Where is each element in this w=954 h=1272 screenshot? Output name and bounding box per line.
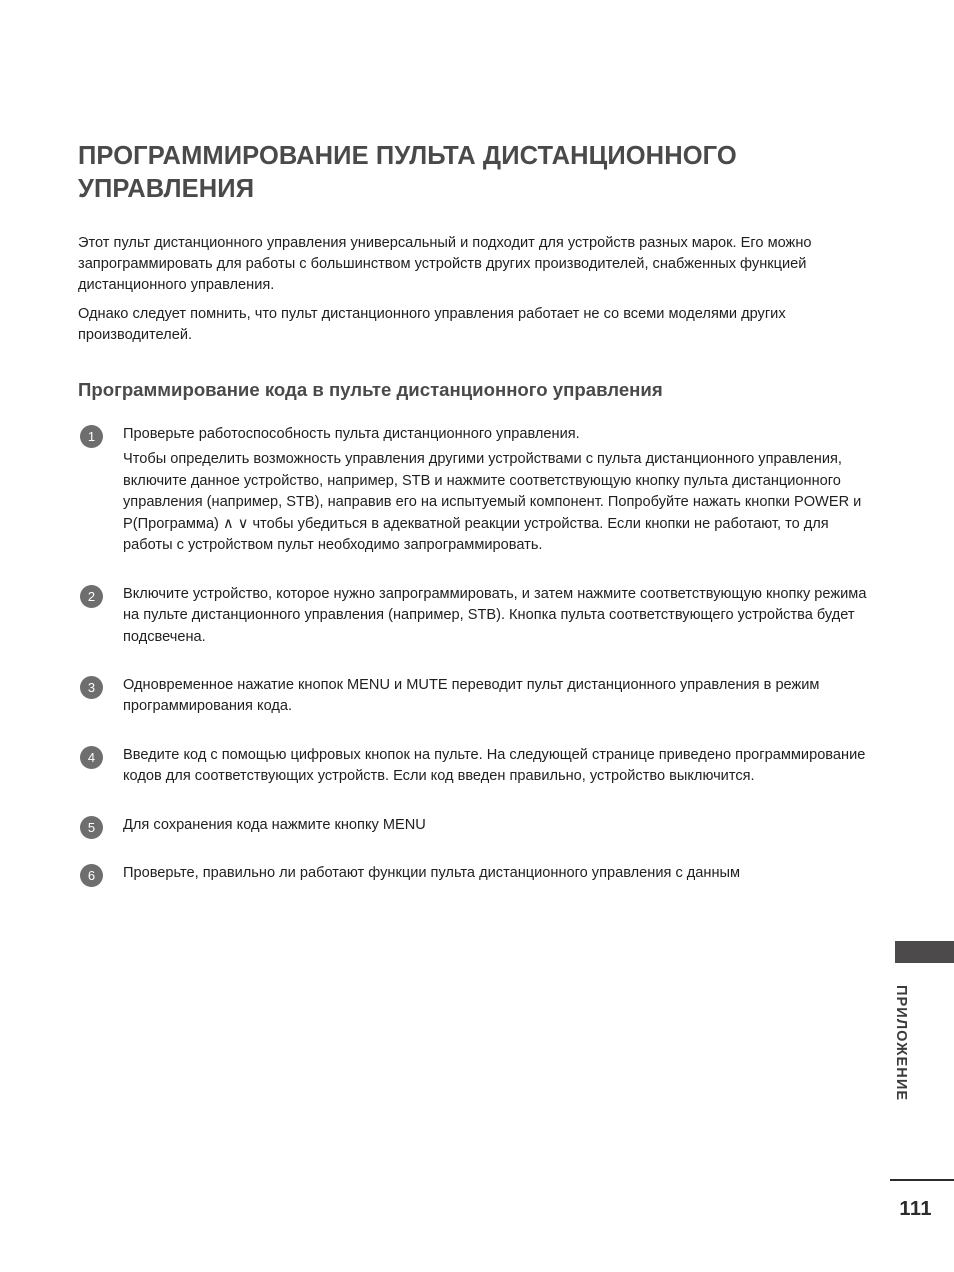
footer-divider <box>890 1179 954 1181</box>
step-item <box>78 745 868 788</box>
steps-list <box>78 424 868 885</box>
step-number-badge: 1 <box>80 425 103 448</box>
intro-block <box>78 233 868 346</box>
step-item <box>78 584 868 648</box>
step-paragraph: Чтобы определить возможность управления другими устройствами с пульта дистанционного управления, включите данное устройство, например, STB и нажмите соответствующую кнопку пульта дистанционного управления (например, STB), направив его на испытуемый компонент. Попробуйте нажать кнопки POWER и P(Программа) ∧ ∨ чтобы убедиться в адекватной реакции устройства. Если кнопки не работают, то для работы с устройством пульт необходимо запрограммировать. <box>123 451 862 554</box>
step-body <box>123 745 868 788</box>
step-paragraph: Для сохранения кода нажмите кнопку MENU <box>123 816 426 833</box>
section-tab-bar <box>895 941 954 963</box>
step-item <box>78 815 868 836</box>
section-tab-label <box>886 985 916 1155</box>
section-title: Программирование кода в пульте дистанционного управления <box>78 378 663 400</box>
step-item <box>78 863 868 884</box>
intro-paragraph-1: Этот пульт дистанционного управления универсальный и подходит для устройств разных марок. Его можно запрограммировать для работы с большинством устройств других производителей, снабженных функцией дистанционного управления. <box>78 235 812 293</box>
step-number-badge: 5 <box>80 816 103 839</box>
step-body <box>123 424 868 557</box>
step-item <box>78 424 868 557</box>
step-paragraph: Одновременное нажатие кнопок MENU и MUTE переводит пульт дистанционного управления в режим программирования кода. <box>123 676 820 715</box>
page-number: 111 <box>899 1198 932 1220</box>
section-tab-text: ПРИЛОЖЕНИЕ <box>893 985 909 1102</box>
step-number-badge: 3 <box>80 676 103 699</box>
step-body <box>123 584 868 648</box>
content-column <box>78 140 868 885</box>
step-number-badge: 6 <box>80 864 103 887</box>
step-item <box>78 675 868 718</box>
step-paragraph: Включите устройство, которое нужно запрограммировать, и затем нажмите соответствующую кнопку режима на пульте дистанционного управления (например, STB). Кнопка пульта соответствующего устройства будет подсвечена. <box>123 585 867 645</box>
step-paragraph: Проверьте, правильно ли работают функции пульта дистанционного управления с данным <box>123 865 741 882</box>
intro-paragraph-2: Однако следует помнить, что пульт дистанционного управления работает не со всеми моделями других производителей. <box>78 306 786 344</box>
step-number-badge: 2 <box>80 585 103 608</box>
page-title: ПРОГРАММИРОВАНИЕ ПУЛЬТА ДИСТАНЦИОННОГО УПРАВЛЕНИЯ <box>78 142 737 203</box>
step-body <box>123 815 868 836</box>
step-body <box>123 675 868 718</box>
step-number-badge: 4 <box>80 746 103 769</box>
step-paragraph: Проверьте работоспособность пульта дистанционного управления. <box>123 426 580 443</box>
step-body <box>123 863 868 884</box>
step-paragraph: Введите код с помощью цифровых кнопок на пульте. На следующей странице приведено программирование кодов для соответствующих устройств. Если код введен правильно, устройство выключится. <box>123 746 866 785</box>
